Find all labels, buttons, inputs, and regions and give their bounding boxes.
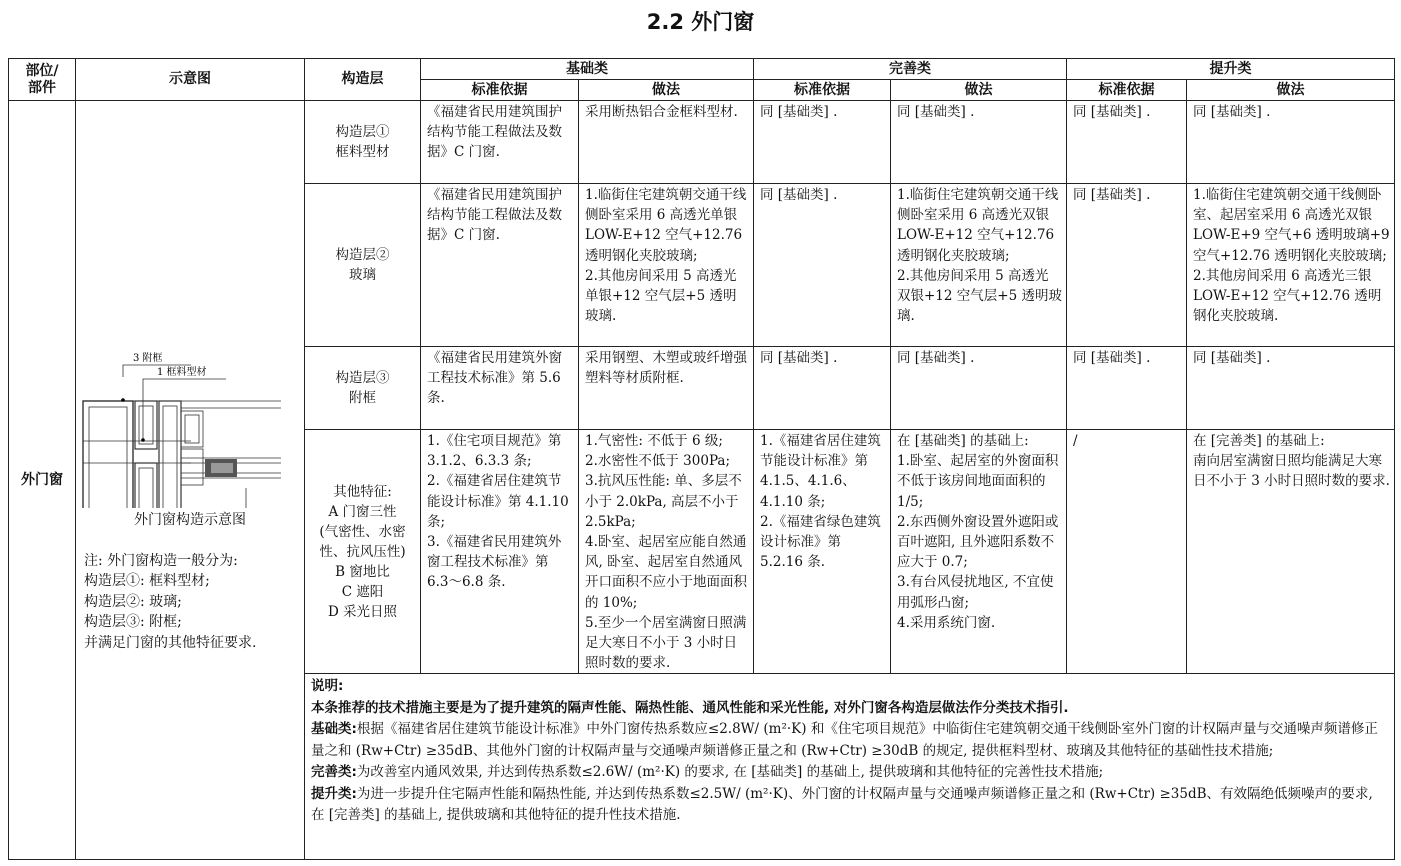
improved-standard: 同 [基础类] .	[754, 101, 891, 184]
notes-basic: 基础类:根据《福建省居住建筑节能设计标准》中外门窗传热系数应≤2.8W/ (m²·K) 和《住宅项目规范》中临街住宅建筑朝交通干线侧卧室外门窗的计权隔声量与交通噪声频谱修正量之和 (Rw+Ctr) ≥35dB、其他外门窗的计权隔声量与交通噪声频谱修正量之和 (Rw+Ctr) ≥30dB 的规定, 提供框料型材、玻璃及其他特征的基础性技术措施;	[311, 721, 1378, 759]
table-row	[9, 101, 1395, 184]
upgraded-standard: 同 [基础类] .	[1067, 347, 1187, 430]
basic-method: 采用断热铝合金框料型材.	[579, 101, 754, 184]
improved-standard: 同 [基础类] .	[754, 184, 891, 347]
part-name: 外门窗	[9, 101, 76, 860]
header-basic-method: 做法	[579, 80, 754, 101]
diagram-cell	[76, 101, 305, 860]
layer-label: 其他特征: A 门窗三性 (气密性、水密性、抗风压性) B 窗地比 C 遮阳 D 采光日照	[305, 430, 421, 674]
diagram-caption: 外门窗构造示意图	[134, 512, 246, 528]
header-diagram: 示意图	[76, 59, 305, 101]
layer-label: 构造层③ 附框	[305, 347, 421, 430]
header-basic: 基础类	[421, 59, 754, 80]
header-upgraded-standard: 标准依据	[1067, 80, 1187, 101]
notes-improved: 完善类:为改善室内通风效果, 并达到传热系数≤2.6W/ (m²·K) 的要求, 在 [基础类] 的基础上, 提供玻璃和其他特征的完善性技术措施;	[311, 764, 1104, 781]
upgraded-standard: 同 [基础类] .	[1067, 184, 1187, 347]
basic-method: 1.气密性: 不低于 6 级; 2.水密性不低于 300Pa; 3.抗风压性能: 单、多层不小于 2.0kPa, 高层不小于 2.5kPa; 4.卧室、起居室应能自然通风, 卧室、起居室自然通风开口面积不应小于地面面积的 10%; 5.至少一个居室满窗日照满足大寒日不小于 3 小时日照时数的要求.	[579, 430, 754, 674]
improved-standard: 1.《福建省居住建筑节能设计标准》第 4.1.5、4.1.6、4.1.10 条; 2.《福建省绿色建筑设计标准》第 5.2.16 条.	[754, 430, 891, 674]
improved-method: 在 [基础类] 的基础上: 1.卧室、起居室的外窗面积不低于该房间地面面积的 1/5; 2.东西侧外窗设置外遮阳或百叶遮阳, 且外遮阳系数不应大于 0.7; 3.有台风侵扰地区, 不宜使用弧形凸窗; 4.采用系统门窗.	[891, 430, 1067, 674]
basic-method: 1.临街住宅建筑朝交通干线侧卧室采用 6 高透光单银 LOW-E+12 空气+12.76 透明钢化夹胶玻璃; 2.其他房间采用 5 高透光单银+12 空气层+5 透明玻璃.	[579, 184, 754, 347]
label-fuk: 3 附框	[133, 353, 163, 364]
basic-standard: 《福建省民用建筑外窗工程技术标准》第 5.6 条.	[421, 347, 579, 430]
upgraded-method: 1.临街住宅建筑朝交通干线侧卧室、起居室采用 6 高透光双银 LOW-E+9 空气+6 透明玻璃+9 空气+12.76 透明钢化夹胶玻璃; 2.其他房间采用 6 高透光三银 LOW-E+12 空气+12.76 透明钢化夹胶玻璃.	[1187, 184, 1395, 347]
upgraded-method: 同 [基础类] .	[1187, 101, 1395, 184]
basic-standard: 《福建省民用建筑围护结构节能工程做法及数据》C 门窗.	[421, 101, 579, 184]
header-improved-standard: 标准依据	[754, 80, 891, 101]
basic-standard: 《福建省民用建筑围护结构节能工程做法及数据》C 门窗.	[421, 184, 579, 347]
upgraded-method: 同 [基础类] .	[1187, 347, 1395, 430]
spec-table	[8, 58, 1395, 860]
basic-method: 采用钢塑、木塑或玻纤增强塑料等材质附框.	[579, 347, 754, 430]
improved-standard: 同 [基础类] .	[754, 347, 891, 430]
basic-standard: 1.《住宅项目规范》第 3.1.2、6.3.3 条; 2.《福建省居住建筑节能设计标准》第 4.1.10 条; 3.《福建省民用建筑外窗工程技术标准》第 6.3～6.8 条.	[421, 430, 579, 674]
improved-method: 同 [基础类] .	[891, 101, 1067, 184]
header-part: 部位/ 部件	[9, 59, 76, 101]
upgraded-standard: /	[1067, 430, 1187, 674]
layer-label: 构造层② 玻璃	[305, 184, 421, 347]
notes-intro: 本条推荐的技术措施主要是为了提升建筑的隔声性能、隔热性能、通风性能和采光性能, 对外门窗各构造层做法作分类技术指引.	[311, 699, 1069, 716]
header-layer: 构造层	[305, 59, 421, 101]
label-frame: 1 框料型材	[157, 367, 207, 378]
layer-label: 构造层① 框料型材	[305, 101, 421, 184]
header-improved-method: 做法	[891, 80, 1067, 101]
notes-upgraded: 提升类:为进一步提升住宅隔声性能和隔热性能, 并达到传热系数≤2.5W/ (m²·K)、外门窗的计权隔声量与交通噪声频谱修正量之和 (Rw+Ctr) ≥35dB、有效隔绝低频噪声的要求, 在 [完善类] 的基础上, 提供玻璃和其他特征的提升性技术措施.	[311, 785, 1373, 824]
header-upgraded-method: 做法	[1187, 80, 1395, 101]
diagram-note: 注: 外门窗构造一般分为: 构造层①: 框料型材; 构造层②: 玻璃; 构造层③: 附框; 并满足门窗的其他特征要求.	[84, 553, 257, 651]
upgraded-standard: 同 [基础类] .	[1067, 101, 1187, 184]
header-improved: 完善类	[754, 59, 1067, 80]
improved-method: 1.临街住宅建筑朝交通干线侧卧室采用 6 高透光双银 LOW-E+12 空气+12.76 透明钢化夹胶玻璃; 2.其他房间采用 5 高透光双银+12 空气层+5 透明玻璃.	[891, 184, 1067, 347]
header-basic-standard: 标准依据	[421, 80, 579, 101]
window-section-diagram	[81, 313, 296, 508]
header-upgraded: 提升类	[1067, 59, 1395, 80]
page-title: 2.2 外门窗	[646, 10, 755, 34]
notes-heading: 说明:	[311, 678, 344, 695]
improved-method: 同 [基础类] .	[891, 347, 1067, 430]
notes-cell	[305, 674, 1395, 860]
upgraded-method: 在 [完善类] 的基础上: 南向居室满窗日照均能满足大寒日不小于 3 小时日照时数的要求.	[1187, 430, 1395, 674]
